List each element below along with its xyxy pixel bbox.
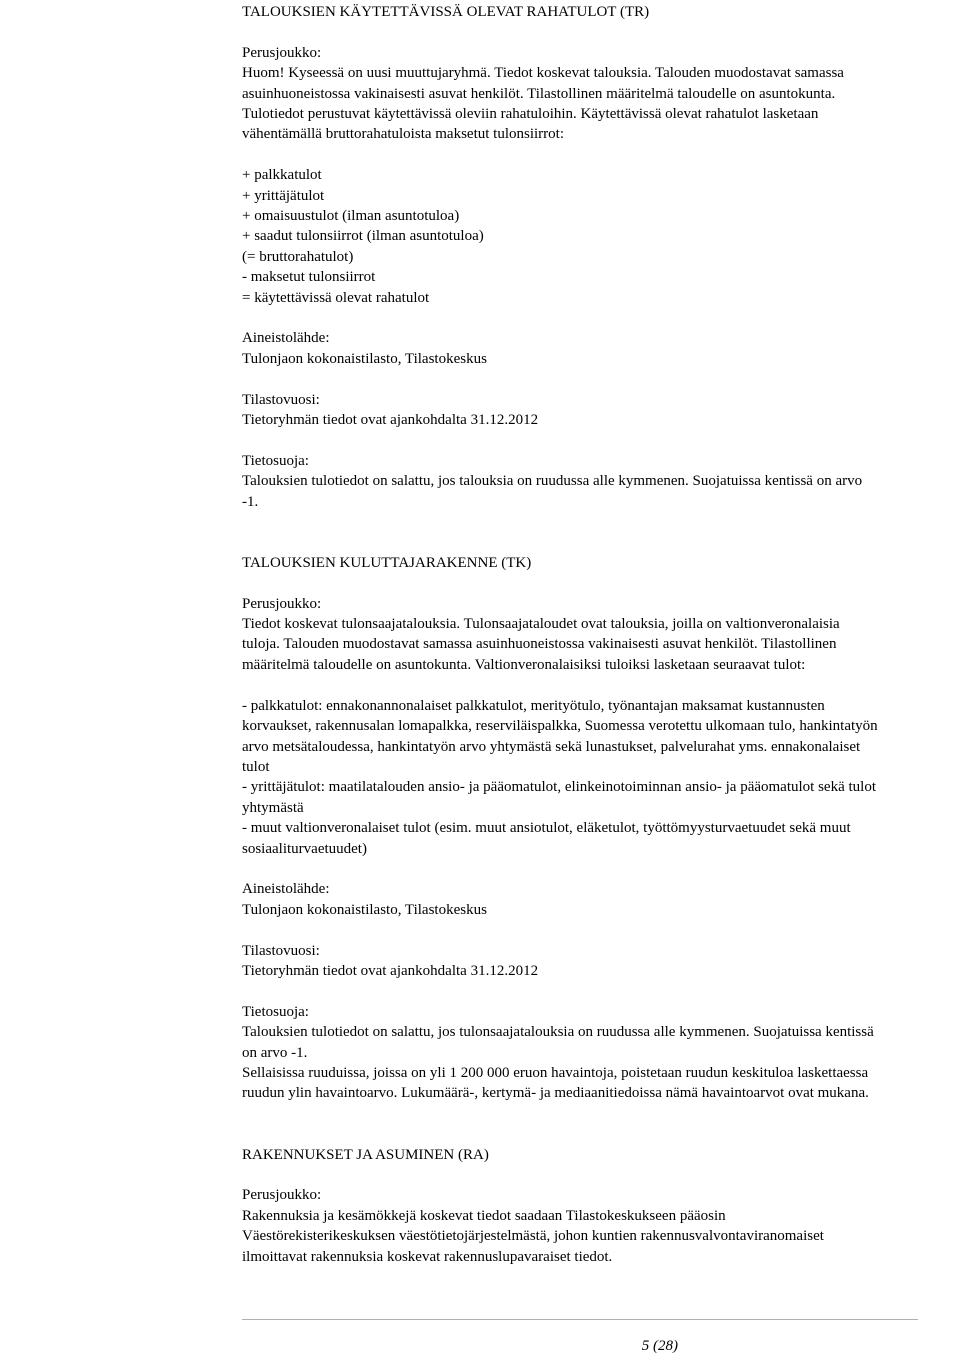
tr-formula-line: (= bruttorahatulot) xyxy=(242,248,354,265)
tr-population-line: vähentämällä bruttorahatuloista maksetut tulonsiirrot: xyxy=(242,126,565,143)
footer-divider xyxy=(242,1319,918,1320)
tr-year-value: Tietoryhmän tiedot ovat ajankohdalta 31.12.2012 xyxy=(242,412,539,429)
document-page xyxy=(242,2,960,1267)
tk-income-line: - palkkatulot: ennakonannonalaiset palkkatulot, merityötulo, työnantajan maksamat kustannusten xyxy=(242,697,825,714)
tr-source-value: Tulonjaon kokonaistilasto, Tilastokeskus xyxy=(242,350,487,367)
tk-population-line: tuloja. Talouden muodostavat samassa asuinhuoneistossa vakinaisesti asuvat henkilöt. Tilastollinen xyxy=(242,636,837,653)
tr-population-line: Tulotiedot perustuvat käytettävissä oleviin rahatuloihin. Käytettävissä olevat rahatulot lasketaan xyxy=(242,106,819,123)
tr-formula-line: + yrittäjätulot xyxy=(242,187,325,204)
tr-formula-line: + saadut tulonsiirrot (ilman asuntotuloa) xyxy=(242,228,484,245)
tk-income-line: korvaukset, rakennusalan lomapalkka, reserviläispalkka, Suomessa verotettu ulkomaan tulo, hankintatyön xyxy=(242,718,878,735)
tk-privacy-line: Talouksien tulotiedot on salattu, jos tulonsaajatalouksia on ruudussa alle kymmenen. Suojatuissa kentissä xyxy=(242,1024,874,1041)
tk-income-line: arvo metsätaloudessa, hankintatyön arvo yhtymästä sekä lunastukset, palvelurahat yms. ennakonalaiset xyxy=(242,738,861,755)
tr-formula-line: + palkkatulot xyxy=(242,167,322,184)
ra-population-label: Perusjoukko: xyxy=(242,1187,322,1204)
tk-year-label: Tilastovuosi: xyxy=(242,942,320,959)
tr-year-label: Tilastovuosi: xyxy=(242,391,320,408)
tk-income-line: - muut valtionveronalaiset tulot (esim. muut ansiotulot, eläketulot, työttömyysturvaetuudet sekä muut xyxy=(242,820,851,837)
ra-population-line: Rakennuksia ja kesämökkejä koskevat tiedot saadaan Tilastokeskukseen pääosin xyxy=(242,1207,726,1224)
tk-privacy-line: Sellaisissa ruuduissa, joissa on yli 1 200 000 eruon havaintoja, poistetaan ruudun keskituloa laskettaessa xyxy=(242,1064,869,1081)
tk-population-line: Tiedot koskevat tulonsaajatalouksia. Tulonsaajataloudet ovat talouksia, joilla on valtionveronalaisia xyxy=(242,616,840,633)
tr-privacy-label: Tietosuoja: xyxy=(242,452,309,469)
tr-formula-line: - maksetut tulonsiirrot xyxy=(242,269,376,286)
tr-source-label: Aineistolähde: xyxy=(242,330,330,347)
tk-income-line: - yrittäjätulot: maatilatalouden ansio- ja pääomatulot, elinkeinotoiminnan ansio- ja pääomatulot sekä tulot xyxy=(242,779,876,796)
ra-population-line: Väestörekisterikeskuksen väestötietojärjestelmästä, johon kuntien rakennusvalvontaviranomaiset xyxy=(242,1228,824,1245)
tk-privacy-line: on arvo -1. xyxy=(242,1044,308,1061)
tk-income-line: yhtymästä xyxy=(242,799,304,816)
tr-formula-line: + omaisuustulot (ilman asuntotuloa) xyxy=(242,208,460,225)
tk-year-value: Tietoryhmän tiedot ovat ajankohdalta 31.12.2012 xyxy=(242,962,539,979)
tr-privacy-line: Talouksien tulotiedot on salattu, jos talouksia on ruudussa alle kymmenen. Suojatuissa kentissä on arvo xyxy=(242,473,863,490)
tk-privacy-line: ruudun ylin havaintoarvo. Lukumäärä-, kertymä- ja mediaanitiedoissa nämä havaintoarvot ovat mukana. xyxy=(242,1085,869,1102)
section-title-tr: TALOUKSIEN KÄYTETTÄVISSÄ OLEVAT RAHATULOT (TR) xyxy=(242,4,650,20)
tk-source-label: Aineistolähde: xyxy=(242,881,330,898)
page-number: 5 (28) xyxy=(641,1338,678,1354)
section-title-ra: RAKENNUKSET JA ASUMINEN (RA) xyxy=(242,1146,489,1163)
tr-population-label: Perusjoukko: xyxy=(242,44,322,61)
tk-population-line: määritelmä taloudelle on asuntokunta. Valtionveronalaisiksi tuloiksi lasketaan seuraavat tulot: xyxy=(242,656,806,673)
tk-source-value: Tulonjaon kokonaistilasto, Tilastokeskus xyxy=(242,901,487,918)
tr-population-line: Huom! Kyseessä on uusi muuttujaryhmä. Tiedot koskevat talouksia. Talouden muodostavat samassa xyxy=(242,65,844,82)
tr-formula-line: = käytettävissä olevat rahatulot xyxy=(242,289,430,306)
ra-population-line: ilmoittavat rakennuksia koskevat rakennuslupavaraiset tiedot. xyxy=(242,1248,613,1265)
tk-privacy-label: Tietosuoja: xyxy=(242,1003,309,1020)
tr-privacy-line: -1. xyxy=(242,493,259,510)
tk-income-line: tulot xyxy=(242,758,270,775)
tk-income-line: sosiaaliturvaetuudet) xyxy=(242,840,367,857)
tr-population-line: asuinhuoneistossa vakinaisesti asuvat henkilöt. Tilastollinen määritelmä taloudelle on asuntokunta. xyxy=(242,85,836,102)
tk-population-label: Perusjoukko: xyxy=(242,595,322,612)
section-title-tk: TALOUKSIEN KULUTTAJARAKENNE (TK) xyxy=(242,554,532,571)
